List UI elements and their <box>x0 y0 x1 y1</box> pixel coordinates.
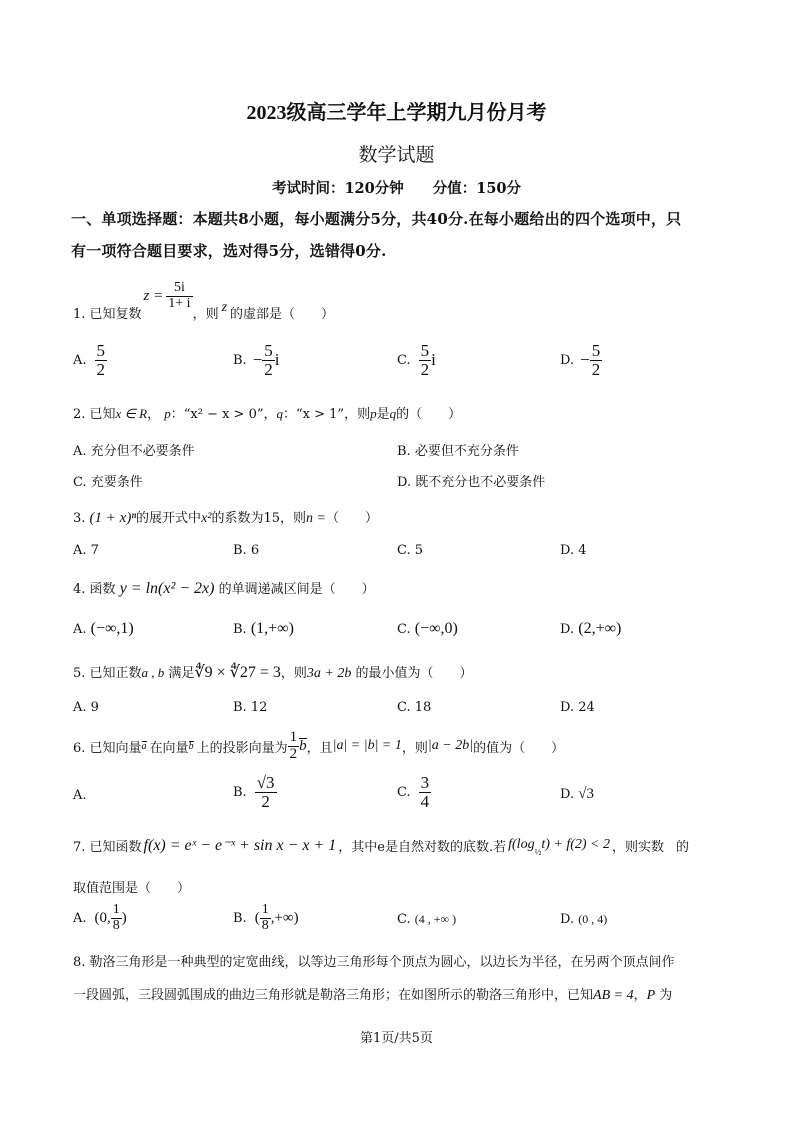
q1-var: z <box>221 300 228 315</box>
q2-end: 的（ ） <box>396 407 462 422</box>
q1-option-b-frac <box>262 342 275 379</box>
q4-option-b[interactable] <box>233 620 294 638</box>
q8-p: P <box>646 988 656 1003</box>
q6-stem-d: ，且 <box>306 740 333 756</box>
q7-c-val: (4 , +∞ ) <box>414 912 457 926</box>
q4-d-val: (2,+∞) <box>578 620 622 637</box>
q4-a-label: A. <box>73 622 87 637</box>
q4-option-d[interactable] <box>560 620 621 638</box>
q5-stem-a: 5. 已知正数 <box>73 666 142 681</box>
q7-stem-b: ，其中e是自然对数的底数.若 <box>338 839 507 855</box>
q3-stem-c: 的系数为15，则 <box>211 511 307 526</box>
q6-stem-b: 在向量 <box>149 740 189 756</box>
q5-stem-d: 的最小值为（ ） <box>355 666 473 681</box>
q2-q2: q <box>389 406 397 421</box>
q1-option-b-label: B. <box>233 352 247 368</box>
q7-b-pre: ( <box>254 909 260 926</box>
q4-stem-a: 4. 函数 <box>73 582 116 597</box>
q4-b-val: (1,+∞) <box>250 620 294 637</box>
q3-stem-d: （ ） <box>325 511 378 526</box>
q2-option-d[interactable]: D. 既不充分也不必要条件 <box>397 475 546 490</box>
q7-ineq-b: t) + f(2) < 2 <box>541 837 610 852</box>
q1-option-c[interactable] <box>397 342 436 379</box>
q2-q-text: ：“x > 1”，则 <box>283 407 371 422</box>
q7-b-den: 8 <box>261 917 269 933</box>
q3-option-b[interactable]: B. 6 <box>233 543 260 558</box>
q1-a-den: 2 <box>96 359 106 379</box>
q1-b-suffix: i <box>274 350 280 370</box>
q6-b-num: √3 <box>256 773 275 792</box>
q5-option-b[interactable]: B. 12 <box>233 700 268 715</box>
q1-option-d-label: D. <box>560 352 575 368</box>
q6-option-c[interactable] <box>397 774 431 811</box>
exam-title: 2023级高三学年上学期九月份月考 <box>246 102 547 124</box>
q3-option-a[interactable]: A. 7 <box>73 543 99 558</box>
q6-c-num: 3 <box>420 773 430 792</box>
q4-c-val: (−∞,0) <box>414 620 458 637</box>
q1-c-den: 2 <box>420 359 430 379</box>
q1-option-d-frac <box>590 342 603 379</box>
q5-option-d[interactable]: D. 24 <box>560 700 595 715</box>
q7-c-label: C. <box>397 912 411 927</box>
q1-b-sign: − <box>252 350 263 370</box>
q1-frac-num: 5i <box>166 281 192 297</box>
q4-a-val: (−∞,1) <box>90 620 134 637</box>
q3-x2: x² <box>201 511 212 526</box>
q4-b-label: B. <box>233 622 247 637</box>
q2-sep: ， <box>147 407 161 422</box>
q1-option-d[interactable] <box>560 342 602 379</box>
q7-stem-c: ，则实数 <box>612 839 665 855</box>
question-7-stem <box>73 835 689 855</box>
question-5-stem <box>73 662 473 682</box>
q7-a-label: A. <box>73 910 87 926</box>
q3-stem-b: 的展开式中 <box>136 511 202 526</box>
q3-option-d[interactable]: D. 4 <box>560 543 587 558</box>
q7-a-post: ) <box>121 909 127 926</box>
q6-c-frac <box>419 774 432 811</box>
q2-p2: p <box>370 406 377 421</box>
q7-option-c[interactable] <box>397 912 456 927</box>
q7-option-b[interactable] <box>233 903 299 933</box>
q1-b-num: 5 <box>264 341 273 360</box>
q6-stem-c: 上的投影向量为 <box>196 740 288 756</box>
q6-b-label: B. <box>233 784 247 800</box>
q7-stem-a: 7. 已知函数 <box>73 839 142 855</box>
q4-c-label: C. <box>397 622 411 637</box>
q7-option-d[interactable] <box>560 912 607 927</box>
q3-n: n = <box>306 511 326 526</box>
q1-fraction <box>166 281 192 311</box>
q5-cond: ∜9 × ∜27 = 3 <box>194 664 281 681</box>
q2-option-a[interactable]: A. 充分但不必要条件 <box>73 444 195 459</box>
q7-fx: f(x) = eˣ − e⁻ˣ + sin x − x + 1 <box>143 837 337 854</box>
q7-a-num: 1 <box>112 902 120 917</box>
q5-option-a[interactable]: A. 9 <box>73 700 99 715</box>
subject-title: 数学试题 <box>358 144 435 166</box>
q2-q: q <box>276 406 284 421</box>
q7-a-frac <box>111 903 122 933</box>
q1-option-a[interactable] <box>73 342 107 379</box>
q7-stem-d: 的 <box>676 839 690 855</box>
q2-cond: x ∈ R <box>115 406 148 421</box>
question-1-stem <box>73 275 334 325</box>
q2-mid: 是 <box>376 407 390 422</box>
q7-b-frac <box>260 903 271 933</box>
q1-option-c-frac <box>419 342 432 379</box>
q3-expr: (1 + x)ⁿ <box>89 510 137 526</box>
q7-a-den: 8 <box>112 917 120 933</box>
q1-frac-den: 1+ i <box>168 295 191 311</box>
q8-wei: 为 <box>659 988 673 1003</box>
q1-stem-b: ，则 <box>192 306 219 322</box>
q1-stem-c: 的虚部是（ ） <box>230 306 335 322</box>
q6-va: a <box>141 740 147 752</box>
page-footer: 第1页/共5页 <box>360 1031 433 1046</box>
q3-option-c[interactable]: C. 5 <box>397 543 424 558</box>
q3-stem-a: 3. <box>73 511 86 526</box>
q6-stem-a: 6. 已知向量 <box>73 740 142 756</box>
q1-d-sign: − <box>580 350 590 370</box>
q1-option-a-label: A. <box>73 352 87 368</box>
q7-b-label: B. <box>233 910 247 926</box>
q2-p-text: ：“x² − x > 0”， <box>170 407 277 422</box>
q7-option-a[interactable] <box>73 903 127 933</box>
q5-stem-b: 满足 <box>168 666 195 681</box>
q6-c-den: 4 <box>420 791 430 811</box>
section-instructions-line2: 有一项符合题目要求，选对得5分，选错得0分. <box>71 242 387 260</box>
q6-d-val: √3 <box>578 786 594 802</box>
q4-stem-b: 的单调递减区间是（ ） <box>218 582 375 597</box>
q7-stem-line2: 取值范围是（ ） <box>73 881 191 896</box>
q5-expr: 3a + 2b <box>306 666 352 681</box>
exam-info: 考试时间：120分钟 分值：150分 <box>271 180 522 197</box>
q7-b-post: ,+∞) <box>270 909 299 926</box>
q2-option-b[interactable]: B. 必要但不充分条件 <box>397 444 519 459</box>
q4-d-label: D. <box>560 622 575 637</box>
q6-proj-frac <box>288 730 300 763</box>
q1-d-num: 5 <box>591 341 601 360</box>
q6-vb: b <box>188 740 194 752</box>
q7-d-label: D. <box>560 912 575 927</box>
question-3-stem <box>73 507 378 527</box>
q7-a-pre: (0, <box>94 909 111 926</box>
q6-stem-f: 的值为（ ） <box>473 740 565 756</box>
question-6-stem <box>73 727 564 765</box>
section-instructions-line1: 一、单项选择题：本题共8小题，每小题满分5分，共40分.在每小题给出的四个选项中，只 <box>71 210 682 228</box>
question-2-stem <box>73 403 461 422</box>
q6-cond: |a| = |b| = 1 <box>332 738 402 753</box>
q7-ineq-base: ½ <box>534 847 542 857</box>
q5-option-c[interactable]: C. 18 <box>397 700 432 715</box>
q4-option-c[interactable] <box>397 620 458 638</box>
q8-ab: AB = 4 <box>593 988 634 1003</box>
question-4-stem <box>73 578 375 598</box>
q5-stem-c: ，则 <box>280 666 307 681</box>
q1-formula-lhs: z = <box>143 287 164 304</box>
q1-option-c-label: C. <box>397 352 411 368</box>
q6-proj-vec: b <box>299 738 307 754</box>
q6-d-label: D. <box>560 787 575 802</box>
q2-option-c[interactable]: C. 充要条件 <box>73 475 143 490</box>
q5-vars: a , b <box>141 665 165 680</box>
q2-stem-a: 2. 已知 <box>73 407 116 422</box>
q8-comma: ， <box>633 988 647 1003</box>
q6-proj-den: 2 <box>289 745 298 762</box>
q7-b-num: 1 <box>261 902 269 917</box>
q1-option-a-frac <box>95 342 108 379</box>
q6-option-a[interactable]: A. <box>73 788 87 803</box>
q6-stem-e: ，则 <box>401 740 428 756</box>
q1-option-b[interactable] <box>233 342 280 379</box>
q1-a-num: 5 <box>96 341 106 360</box>
q6-proj-num: 1 <box>289 728 298 745</box>
q8-line2a: 一段圆弧，三段圆弧围成的曲边三角形就是勒洛三角形；在如图所示的勒洛三角形中，已知 <box>73 988 594 1003</box>
q6-expr: |a − 2b| <box>427 738 474 753</box>
q4-expr: y = ln(x² − 2x) <box>119 580 215 597</box>
q2-p: p <box>164 406 171 421</box>
q1-b-den: 2 <box>264 359 273 379</box>
q6-option-d[interactable] <box>560 786 594 803</box>
q1-c-num: 5 <box>420 341 430 360</box>
q1-stem-a: 1. 已知复数 <box>73 306 142 322</box>
q1-c-suffix: i <box>431 350 436 370</box>
q1-d-den: 2 <box>591 359 601 379</box>
q6-option-b[interactable] <box>233 774 277 811</box>
q7-ineq-a: f(log <box>508 837 535 852</box>
q4-option-a[interactable] <box>73 620 134 638</box>
q6-b-den: 2 <box>261 791 270 811</box>
q6-b-frac <box>255 774 277 811</box>
q7-d-val: (0 , 4) <box>578 912 608 926</box>
question-8-line2 <box>73 984 672 1004</box>
q6-c-label: C. <box>397 784 411 800</box>
question-8-line1: 8. 勒洛三角形是一种典型的定宽曲线，以等边三角形每个顶点为圆心，以边长为半径，在另两个顶点间作 <box>73 955 675 970</box>
